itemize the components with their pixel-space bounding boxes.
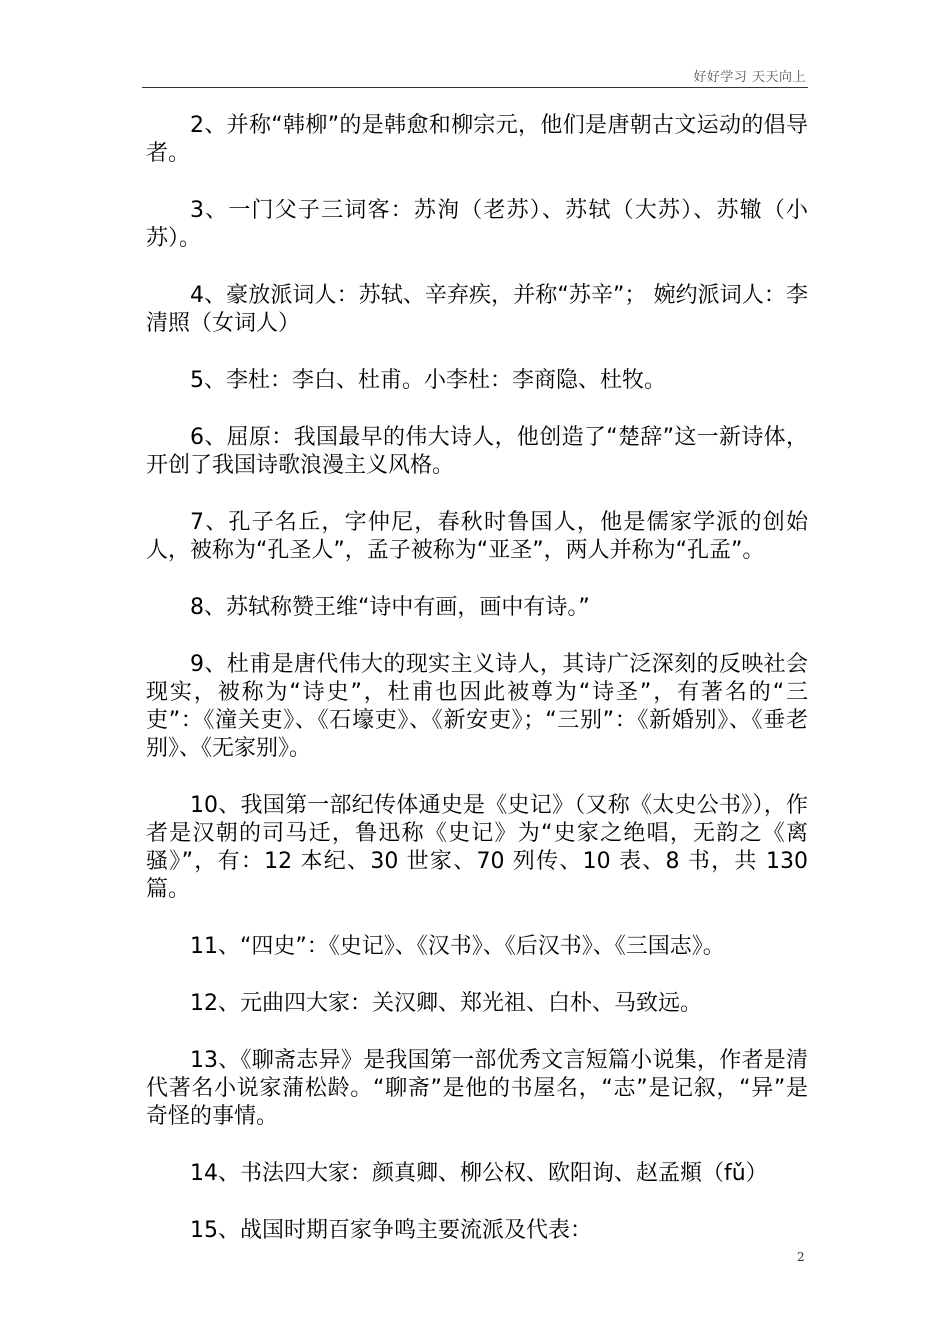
paragraph-13: 13、《聊斋志异》是我国第一部优秀文言短篇小说集，作者是清代著名小说家蒲松龄。“聊斋”是他的书屋名，“志”是记叙，“异”是奇怪的事情。 bbox=[146, 1048, 808, 1129]
paragraph-2: 2、并称“韩柳”的是韩愈和柳宗元，他们是唐朝古文运动的倡导者。 bbox=[146, 113, 808, 166]
page-number: 2 bbox=[797, 1250, 805, 1264]
paragraph-14: 14、书法四大家：颜真卿、柳公权、欧阳询、赵孟頫（fǔ） bbox=[190, 1161, 768, 1186]
header-motto: 好好学习 天天向上 bbox=[693, 70, 806, 85]
paragraph-9: 9、杜甫是唐代伟大的现实主义诗人，其诗广泛深刻的反映社会现实，被称为“诗史”，杜甫也因此被尊为“诗圣”，有著名的“三吏”：《潼关吏》、《石壕吏》、《新安吏》；“三别”：《新婚别》、《垂老别》、《无家别》。 bbox=[146, 652, 808, 761]
paragraph-4: 4、豪放派词人：苏轼、辛弃疾，并称“苏辛”； 婉约派词人：李清照（女词人） bbox=[146, 283, 808, 336]
paragraph-7: 7、孔子名丘，字仲尼，春秋时鲁国人，他是儒家学派的创始人，被称为“孔圣人”，孟子被称为“亚圣”，两人并称为“孔孟”。 bbox=[146, 510, 808, 563]
paragraph-5: 5、李杜：李白、杜甫。小李杜：李商隐、杜牧。 bbox=[190, 368, 666, 393]
paragraph-3: 3、一门父子三词客：苏洵（老苏）、苏轼（大苏）、苏辙（小苏）。 bbox=[146, 198, 808, 251]
header-divider bbox=[142, 87, 808, 88]
paragraph-6: 6、屈原：我国最早的伟大诗人，他创造了“楚辞”这一新诗体，开创了我国诗歌浪漫主义风格。 bbox=[146, 425, 808, 478]
paragraph-12: 12、元曲四大家：关汉卿、郑光祖、白朴、马致远。 bbox=[190, 991, 702, 1016]
document-body bbox=[146, 112, 808, 1274]
paragraph-15: 15、战国时期百家争鸣主要流派及代表： bbox=[190, 1218, 592, 1243]
paragraph-10: 10、我国第一部纪传体通史是《史记》（又称《太史公书》），作者是汉朝的司马迁，鲁迅称《史记》为“史家之绝唱，无韵之《离骚》”，有：12 本纪、30 世家、70 列传、10 表、8 书，共 130 篇。 bbox=[146, 793, 808, 902]
paragraph-8: 8、苏轼称赞王维“诗中有画，画中有诗。” bbox=[190, 595, 590, 620]
paragraph-11: 11、“四史”：《史记》、《汉书》、《后汉书》、《三国志》。 bbox=[190, 934, 725, 959]
